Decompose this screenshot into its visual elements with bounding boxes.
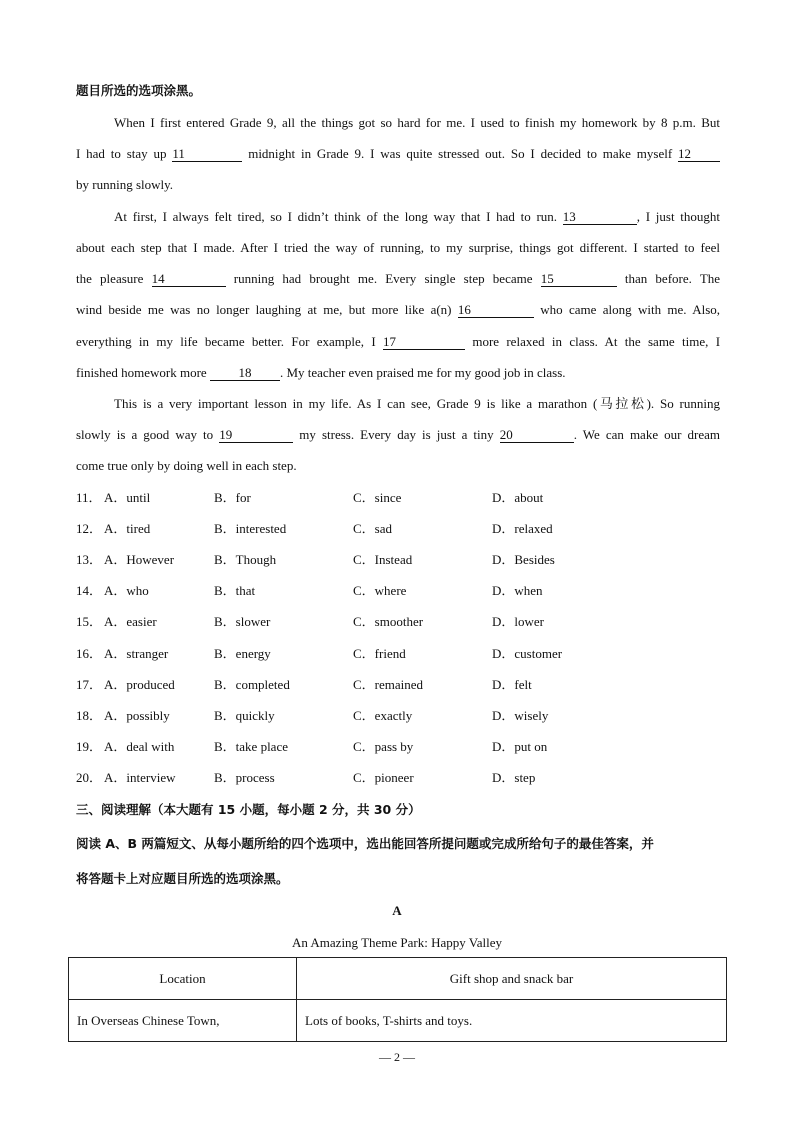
table-header-cell: Location xyxy=(69,958,297,1000)
passage-text: I had to stay up xyxy=(76,146,167,161)
passage-line xyxy=(76,334,720,350)
option-a: A．stranger xyxy=(104,646,169,661)
table-header-cell: Gift shop and snack bar xyxy=(297,958,727,1000)
option-a: A．produced xyxy=(104,677,175,692)
option-b: B．take place xyxy=(214,739,288,754)
option-d: D．when xyxy=(492,583,543,598)
passage-line: This is a very important lesson in my life. As I can see, Grade 9 is like a marathon (马拉松). So running xyxy=(114,396,720,411)
section-instruction: 将答题卡上对应题目所选的选项涂黑。 xyxy=(76,871,289,886)
blank-17: 17 xyxy=(383,335,465,350)
passage-line: When I first entered Grade 9, all the things got so hard for me. I used to finish my homework by 8 p.m. But xyxy=(114,115,720,130)
passage-text: . We can make our dream xyxy=(573,427,721,442)
option-b: B．quickly xyxy=(214,708,275,723)
option-d: D．Besides xyxy=(492,552,555,567)
passage-text: more relaxed in class. At the same time, I xyxy=(472,334,721,349)
passage-line: by running slowly. xyxy=(76,177,174,192)
passage-text: than before. The xyxy=(624,271,721,286)
blank-15: 15 xyxy=(541,272,617,287)
blank-16: 16 xyxy=(458,303,534,318)
question-number: 20． xyxy=(76,770,103,785)
passage-line xyxy=(76,427,720,443)
passage-line: come true only by doing well in each step. xyxy=(76,458,297,473)
blank-11: 11 xyxy=(172,147,242,162)
blank-20: 20 xyxy=(500,428,574,443)
option-d: D．customer xyxy=(492,646,563,661)
part-label: A xyxy=(392,903,402,918)
question-number: 18． xyxy=(76,708,103,723)
option-c: C．pass by xyxy=(353,739,414,754)
option-b: B．that xyxy=(214,583,256,598)
theme-park-table xyxy=(68,957,727,1042)
option-a: A．interview xyxy=(104,770,176,785)
option-b: B．Though xyxy=(214,552,277,567)
table-row xyxy=(69,1000,727,1042)
option-a: A．However xyxy=(104,552,175,567)
passage-text: who came along with me. Also, xyxy=(540,302,721,317)
question-number: 14． xyxy=(76,583,103,598)
option-a: A．until xyxy=(104,490,151,505)
option-d: D．relaxed xyxy=(492,521,553,536)
option-a: A．tired xyxy=(104,521,151,536)
passage-text: my stress. Every day is just a tiny xyxy=(299,427,494,442)
option-c: C．sad xyxy=(353,521,393,536)
option-c: C．friend xyxy=(353,646,406,661)
passage-text: everything in my life became better. For example, I xyxy=(76,334,376,349)
option-b: B．process xyxy=(214,770,275,785)
passage-line xyxy=(76,271,720,287)
option-d: D．about xyxy=(492,490,544,505)
passage-text: slowly is a good way to xyxy=(76,427,214,442)
blank-18: 18 xyxy=(210,366,280,381)
passage-text: running had brought me. Every single step became xyxy=(233,271,533,286)
option-d: D．wisely xyxy=(492,708,549,723)
page-number: — 2 — xyxy=(379,1050,415,1064)
passage-text: At first, I always felt tired, so I didn’t think of the long way that I had to run. xyxy=(114,209,558,224)
passage-line xyxy=(76,365,720,381)
option-d: D．put on xyxy=(492,739,548,754)
table-cell: In Overseas Chinese Town, xyxy=(69,1000,297,1042)
option-c: C．exactly xyxy=(353,708,413,723)
option-c: C．remained xyxy=(353,677,424,692)
blank-13: 13 xyxy=(563,210,637,225)
option-d: D．lower xyxy=(492,614,544,629)
option-d: D．step xyxy=(492,770,536,785)
option-b: B．slower xyxy=(214,614,271,629)
table-cell: Lots of books, T-shirts and toys. xyxy=(297,1000,727,1042)
option-c: C．where xyxy=(353,583,407,598)
option-a: A．possibly xyxy=(104,708,170,723)
passage-text: the pleasure xyxy=(76,271,144,286)
question-number: 16． xyxy=(76,646,103,661)
option-a: A．easier xyxy=(104,614,157,629)
passage-line xyxy=(76,302,720,318)
table-title: An Amazing Theme Park: Happy Valley xyxy=(291,935,502,950)
passage-text: . My teacher even praised me for my good job in class. xyxy=(279,365,566,380)
question-number: 11． xyxy=(76,490,102,505)
question-number: 12． xyxy=(76,521,103,536)
passage-line xyxy=(114,209,720,225)
question-number: 15． xyxy=(76,614,103,629)
option-c: C．pioneer xyxy=(353,770,414,785)
option-d: D．felt xyxy=(492,677,532,692)
option-a: A．who xyxy=(104,583,149,598)
option-a: A．deal with xyxy=(104,739,175,754)
table-header-row xyxy=(69,958,727,1000)
passage-text: wind beside me was no longer laughing at me, but more like a(n) xyxy=(76,302,452,317)
question-number: 13． xyxy=(76,552,103,567)
option-b: B．interested xyxy=(214,521,287,536)
option-c: C．smoother xyxy=(353,614,424,629)
passage-text: finished homework more xyxy=(76,365,207,380)
blank-12: 12 xyxy=(678,147,720,162)
passage-text: , I just thought xyxy=(636,209,720,224)
option-b: B．completed xyxy=(214,677,290,692)
option-c: C．since xyxy=(353,490,402,505)
option-b: B．energy xyxy=(214,646,271,661)
question-number: 17． xyxy=(76,677,103,692)
section-heading: 三、阅读理解（本大题有 15 小题，每小题 2 分，共 30 分） xyxy=(76,802,421,817)
passage-line: about each step that I made. After I tried the way of running, to my surprise, things got different. I started to feel xyxy=(76,240,720,255)
top-instruction: 题目所选的选项涂黑。 xyxy=(76,83,202,98)
passage-text: midnight in Grade 9. I was quite stressed out. So I decided to make myself xyxy=(248,146,673,161)
passage-line xyxy=(76,146,720,162)
section-instruction: 阅读 A、B 两篇短文、从每小题所给的四个选项中，选出能回答所提问题或完成所给句子的最佳答案，并 xyxy=(76,836,654,851)
option-c: C．Instead xyxy=(353,552,413,567)
blank-14: 14 xyxy=(152,272,226,287)
blank-19: 19 xyxy=(219,428,293,443)
question-number: 19． xyxy=(76,739,103,754)
option-b: B．for xyxy=(214,490,251,505)
